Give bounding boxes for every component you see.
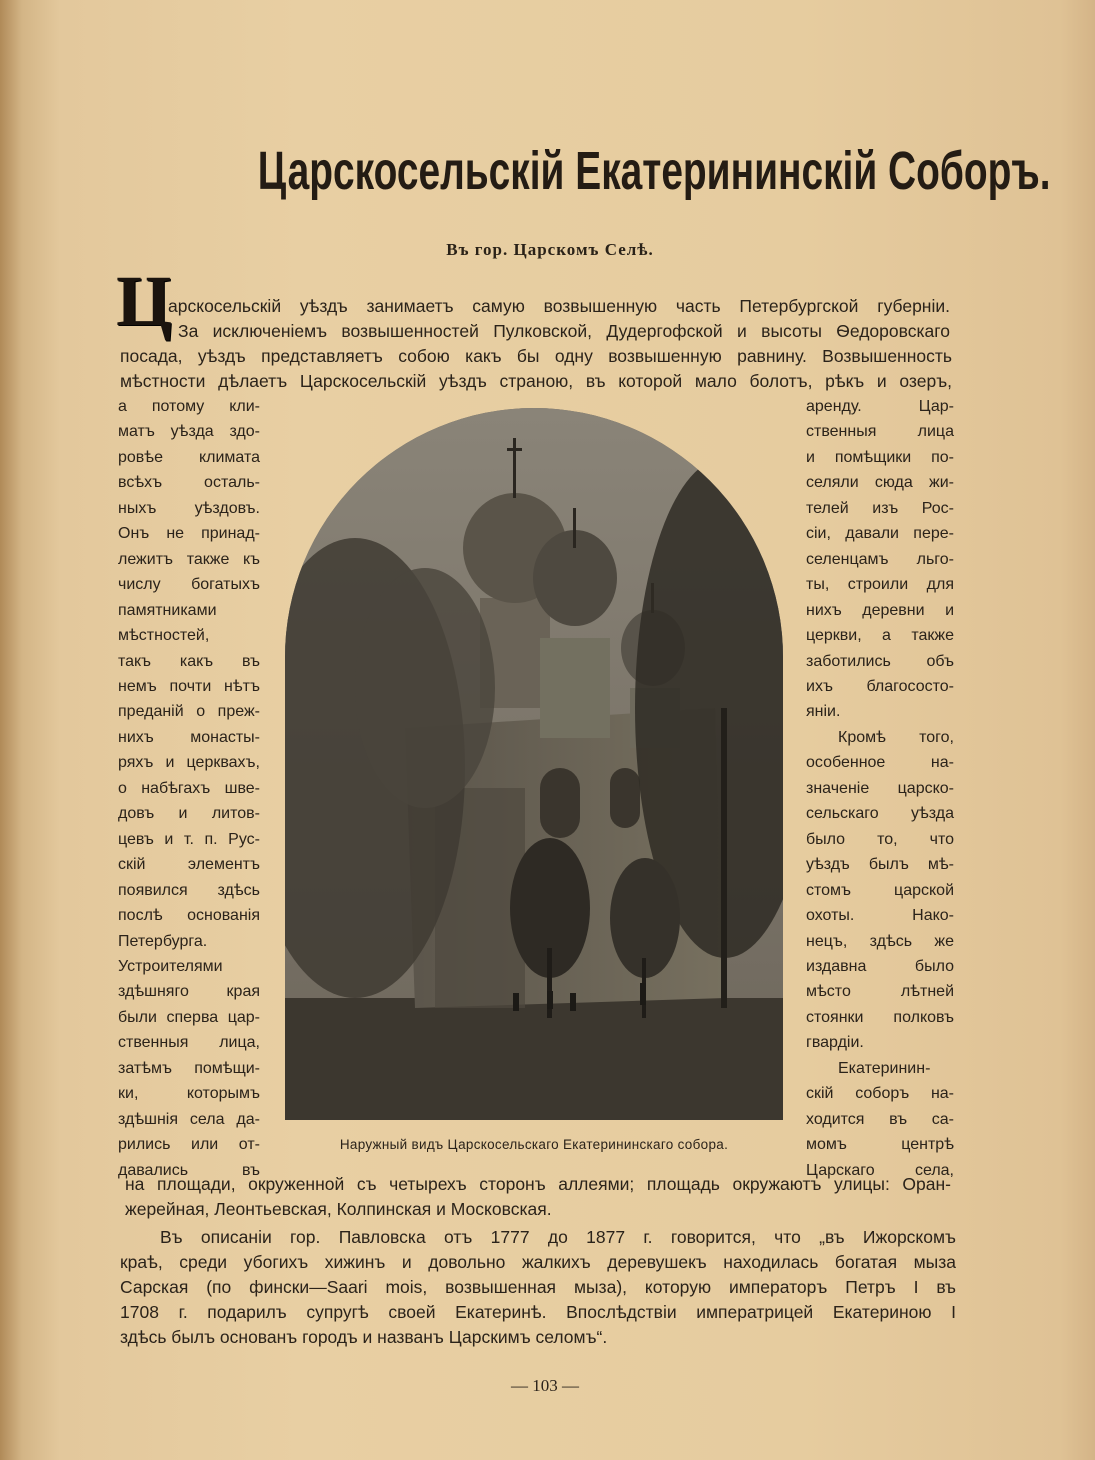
column-line: аренду. Цар- bbox=[806, 398, 954, 415]
column-line: Петербурга. bbox=[118, 932, 208, 950]
column-line: значенiе царско- bbox=[806, 779, 954, 797]
right-text-column bbox=[806, 394, 954, 1183]
column-line: Екатеринин- bbox=[838, 1059, 931, 1077]
column-line: стомъ царской bbox=[806, 881, 954, 899]
after-line: Въ описанiи гор. Павловска отъ 1777 до 1877 г. говорится, что „въ Ижорскомъ bbox=[160, 1227, 956, 1247]
photo-caption: Наружный видъ Царскосельскаго Екатерининскаго собора. bbox=[339, 1137, 729, 1152]
column-line: а потому кли- bbox=[118, 398, 260, 415]
drop-cap-initial: Ц bbox=[116, 261, 173, 341]
column-line: ныхъ уѣздовъ. bbox=[118, 499, 260, 517]
column-line: давались въ bbox=[118, 1161, 260, 1179]
column-line: были сперва цар- bbox=[118, 1008, 260, 1026]
column-line: момъ центрѣ bbox=[806, 1136, 954, 1154]
after-line: 1708 г. подарилъ супругѣ своей Екатеринѣ. Впослѣдствiи императрицей Екатериною I bbox=[120, 1302, 956, 1322]
left-text-column bbox=[118, 394, 260, 1183]
column-line: здѣшняго края bbox=[118, 983, 260, 1001]
column-line: ственныя лица bbox=[806, 423, 954, 441]
page-title: Царскосельскiй Екатерининскiй Соборъ. bbox=[257, 141, 1051, 201]
column-line: довъ и литов- bbox=[118, 805, 260, 823]
column-line: селяли сюда жи- bbox=[806, 474, 954, 492]
after-line: здѣсь былъ основанъ городъ и названъ Царскимъ селомъ“. bbox=[120, 1327, 608, 1347]
column-line: появился здѣсь bbox=[118, 881, 260, 899]
column-line: числу богатыхъ bbox=[118, 576, 260, 594]
column-line: цевъ и т. п. Рус- bbox=[118, 830, 260, 848]
column-line: скiй элементъ bbox=[118, 856, 260, 874]
column-line: издавна было bbox=[806, 957, 954, 975]
intro-line: арскосельскiй уѣздъ занимаетъ самую возвышенную часть Петербургской губернiи. bbox=[168, 296, 950, 316]
column-line: Устроителями bbox=[118, 957, 223, 975]
after-line: Сарская (по фински—Saari mois, возвышенная мыза), которую императоръ Петръ I въ bbox=[120, 1277, 956, 1297]
column-line: затѣмъ помѣщи- bbox=[118, 1059, 260, 1077]
column-line: и помѣщики по- bbox=[806, 448, 954, 466]
column-line: селенцамъ льго- bbox=[806, 550, 954, 568]
column-line: Кромѣ того, bbox=[838, 728, 954, 746]
column-line: памятниками bbox=[118, 601, 217, 619]
column-line: церкви, а также bbox=[806, 627, 954, 645]
column-line: уѣздъ былъ мѣ- bbox=[806, 856, 954, 874]
column-line: немъ почти нѣтъ bbox=[118, 677, 260, 695]
column-line: нихъ монасты- bbox=[118, 728, 260, 746]
column-line: нецъ, здѣсь же bbox=[806, 932, 954, 950]
column-line: преданiй о преж- bbox=[118, 703, 260, 721]
cathedral-illustration bbox=[285, 408, 783, 1120]
column-line: охоты. Нако- bbox=[806, 907, 954, 925]
column-line: ты, строили для bbox=[806, 576, 954, 594]
column-line: Царскаго села, bbox=[806, 1161, 954, 1179]
page-subtitle: Въ гор. Царскомъ Селѣ. bbox=[446, 240, 654, 259]
column-line: особенное на- bbox=[806, 754, 954, 772]
column-line: сельскаго уѣзда bbox=[806, 805, 954, 823]
column-line: стоянки полковъ bbox=[806, 1008, 954, 1026]
column-line: всѣхъ осталь- bbox=[118, 474, 260, 492]
column-line: ственныя лица, bbox=[118, 1034, 260, 1052]
column-line: такъ какъ въ bbox=[118, 652, 260, 670]
column-line: янiи. bbox=[806, 703, 841, 721]
column-line: нихъ деревни и bbox=[806, 601, 954, 619]
column-line: ходится въ са- bbox=[806, 1110, 954, 1128]
column-line: заботились объ bbox=[806, 652, 954, 670]
column-line: о набѣгахъ шве- bbox=[118, 779, 260, 797]
page-number: — 103 — bbox=[511, 1376, 579, 1395]
column-line: Онъ не принад- bbox=[118, 525, 260, 543]
after-line: на площади, окруженной съ четырехъ сторонъ аллеями; площадь окружаютъ улицы: Оран- bbox=[125, 1174, 951, 1194]
column-line: скiй соборъ на- bbox=[806, 1085, 954, 1103]
column-line: гвардiи. bbox=[806, 1034, 864, 1052]
column-line: было то, что bbox=[806, 830, 954, 848]
column-line: матъ уѣзда здо- bbox=[118, 423, 260, 441]
intro-line: посада, уѣздъ представляетъ собою какъ бы одну возвышенную равнину. Возвышенность bbox=[120, 346, 952, 366]
column-line: рились или от- bbox=[118, 1136, 260, 1154]
column-line: мѣсто лѣтней bbox=[806, 983, 954, 1001]
intro-line: мѣстности дѣлаетъ Царскосельскiй уѣздъ страною, въ которой мало болотъ, рѣкъ и озеръ, bbox=[120, 371, 952, 391]
column-line: лежитъ также къ bbox=[118, 550, 260, 568]
after-line: жерейная, Леонтьевская, Колпинская и Московская. bbox=[125, 1199, 552, 1219]
column-line: ровѣе климата bbox=[118, 448, 260, 466]
column-line: сiи, давали пере- bbox=[806, 525, 954, 543]
after-line: краѣ, среди убогихъ хижинъ и довольно жалкихъ деревушекъ находилась богатая мыза bbox=[120, 1252, 956, 1272]
column-line: здѣшнiя села да- bbox=[118, 1110, 260, 1128]
column-line: ихъ благососто- bbox=[806, 677, 954, 695]
column-line: ряхъ и церквахъ, bbox=[118, 754, 260, 772]
column-line: мѣстностей, bbox=[118, 627, 210, 645]
cathedral-photograph bbox=[285, 408, 783, 1120]
column-line: послѣ основанiя bbox=[118, 907, 260, 925]
column-line: телей изъ Рос- bbox=[806, 499, 954, 517]
column-line: ки, которымъ bbox=[118, 1085, 260, 1103]
intro-line: За исключенiемъ возвышенностей Пулковской, Дудергофской и высоты Ѳедоровскаго bbox=[178, 321, 950, 341]
